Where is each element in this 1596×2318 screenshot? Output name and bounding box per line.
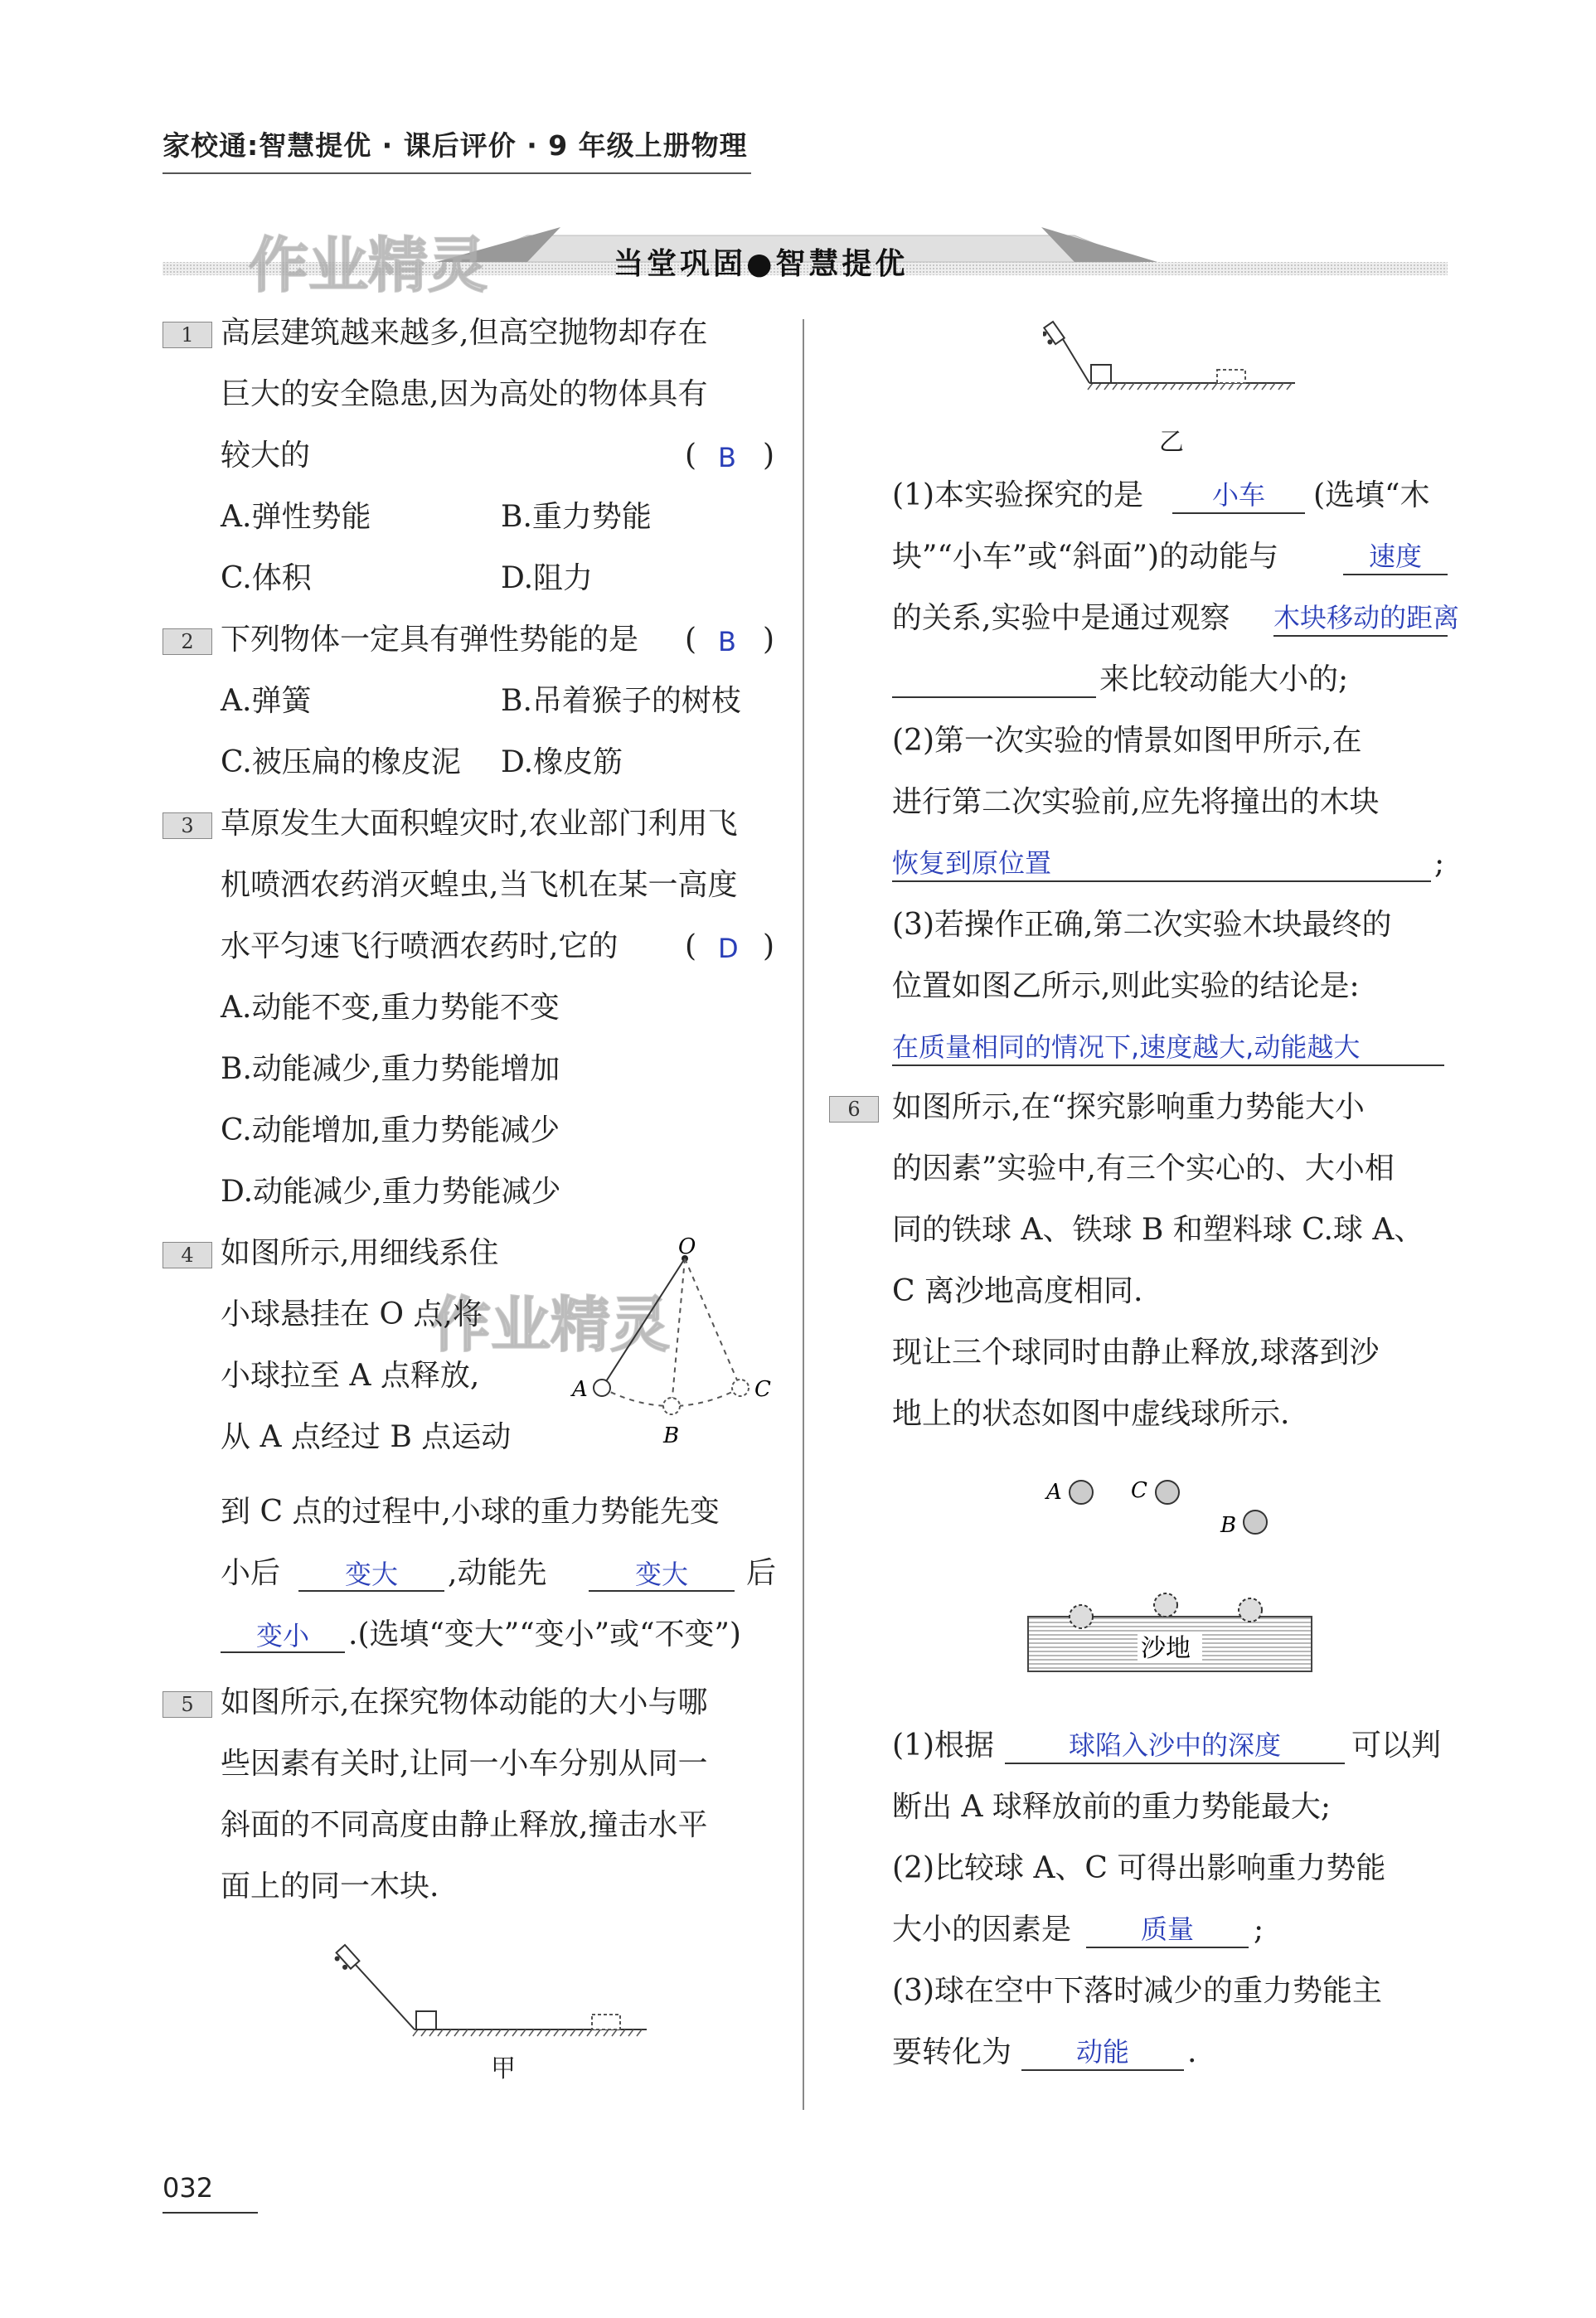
q4-stem-line-5: 到 C 点的过程中,小球的重力势能先变: [221, 1495, 720, 1529]
watermark-text-2: 作业精灵: [431, 1290, 671, 1360]
ramp-figure-yi: [1043, 320, 1300, 395]
cart-on-ramp-yi: [1043, 322, 1065, 347]
q6-stem-line-4: C 离沙地高度相同.: [892, 1274, 1143, 1308]
q6-p1-c: 断出 A 球释放前的重力势能最大;: [892, 1790, 1332, 1824]
q6-p1-blank: [1005, 1763, 1345, 1764]
q3-option-b: B.动能减少,重力势能增加: [221, 1052, 560, 1086]
page-header-title: 家校通:智慧提优 · 课后评价 · 9 年级上册物理: [163, 129, 748, 162]
q1-option-b: B.重力势能: [501, 500, 652, 534]
wood-block-start-yi: [1091, 365, 1111, 383]
q2-bracket-close: ): [763, 623, 775, 657]
q1-bracket-open: (: [685, 439, 697, 473]
q6-stem-line-5: 现让三个球同时由静止释放,球落到沙: [892, 1336, 1380, 1370]
q5-stem-line-3: 斜面的不同高度由静止释放,撞击水平: [221, 1808, 708, 1842]
figure-caption-yi: 乙: [1159, 428, 1184, 457]
pendulum-label-a: A: [572, 1377, 588, 1402]
q6-p2-end: ;: [1254, 1913, 1264, 1947]
column-divider: [803, 319, 804, 2110]
page-number: 032: [163, 2172, 214, 2204]
ball-at-b: [663, 1398, 680, 1414]
q4-stem-line-2: 小球悬挂在 O 点,将: [221, 1297, 483, 1331]
q5-p2-blank: [892, 880, 1431, 882]
q6-p3-a: (3)球在空中下落时减少的重力势能主: [892, 1974, 1382, 2008]
q3-option-d: D.动能减少,重力势能减少: [221, 1175, 561, 1209]
q2-bracket-open: (: [685, 623, 697, 657]
q5-p1-answer-1: 小车: [1211, 479, 1265, 511]
sand-label: 沙地: [1141, 1634, 1191, 1663]
sand-label-b: B: [1220, 1513, 1237, 1538]
ball-at-a: [594, 1380, 610, 1396]
q4-line6-b: ,动能先: [448, 1556, 547, 1590]
q4-line6-c: 后: [746, 1556, 777, 1590]
q5-p1-e: 来比较动能大小的;: [1099, 662, 1349, 696]
q5-p1-d: 的关系,实验中是通过观察: [892, 601, 1230, 635]
q6-p3-end: .: [1187, 2035, 1197, 2069]
wood-block-start: [416, 2011, 436, 2029]
q1-answer: B: [718, 442, 736, 473]
sand-drop-figure: [1025, 1467, 1315, 1675]
sand-label-a: A: [1046, 1480, 1062, 1505]
q6-p1-b: 可以判: [1351, 1729, 1442, 1763]
ball-c-landed: [1154, 1593, 1177, 1617]
q4-answer-1: 变大: [344, 1559, 398, 1590]
q5-p3-blank: [892, 1064, 1444, 1066]
q1-stem-line-2: 巨大的安全隐患,因为高处的物体具有: [221, 377, 708, 411]
question-number-3: 3: [163, 812, 212, 839]
pendulum-label-b: B: [663, 1423, 680, 1448]
q6-p2-answer: 质量: [1140, 1913, 1194, 1945]
q3-answer: D: [718, 933, 739, 964]
q5-stem-line-1: 如图所示,在探究物体动能的大小与哪: [221, 1685, 708, 1719]
q2-option-b: B.吊着猴子的树枝: [501, 684, 741, 718]
q5-p1-a: (1)本实验探究的是: [892, 478, 1143, 512]
q6-p1-a: (1)根据: [892, 1729, 994, 1763]
pendulum-figure: [564, 1235, 788, 1459]
q5-p1-blank-1: [1172, 512, 1305, 514]
q4-line7-tail: .(选填“变大”“变小”或“不变”): [348, 1617, 741, 1651]
q6-stem-line-2: 的因素”实验中,有三个实心的、大小相: [892, 1152, 1395, 1186]
q2-option-d: D.橡皮筋: [501, 745, 623, 779]
question-number-4: 4: [163, 1242, 212, 1268]
ramp-figure-jia: [328, 1938, 652, 2038]
q3-stem-line-2: 机喷洒农药消灭蝗虫,当飞机在某一高度: [221, 868, 738, 902]
sand-label-c: C: [1131, 1478, 1147, 1503]
pendulum-label-o: O: [678, 1235, 696, 1259]
header-rule: [163, 172, 751, 174]
q4-stem-line-3: 小球拉至 A 点释放,: [221, 1359, 480, 1393]
question-number-5: 5: [163, 1691, 212, 1718]
q5-stem-line-4: 面上的同一木块.: [221, 1869, 439, 1903]
ball-at-c: [732, 1380, 749, 1396]
q5-p2-end: ;: [1434, 846, 1445, 880]
page-number-rule: [163, 2212, 258, 2214]
q1-option-d: D.阻力: [501, 561, 594, 595]
q1-bracket-close: ): [763, 439, 775, 473]
q3-stem-line-3: 水平匀速飞行喷洒农药时,它的: [221, 929, 619, 963]
q2-stem: 下列物体一定具有弹性势能的是: [221, 623, 639, 657]
q3-option-c: C.动能增加,重力势能减少: [221, 1113, 560, 1147]
q6-stem-line-6: 地上的状态如图中虚线球所示.: [892, 1397, 1290, 1431]
q6-p3-blank: [1021, 2069, 1184, 2071]
q1-stem-line-1: 高层建筑越来越多,但高空抛物却存在: [221, 316, 708, 350]
q5-p1-b: (选填“木: [1313, 478, 1430, 512]
q6-stem-line-1: 如图所示,在“探究影响重力势能大小: [892, 1090, 1365, 1124]
q6-stem-line-3: 同的铁球 A、铁球 B 和塑料球 C.球 A、: [892, 1213, 1424, 1247]
q3-bracket-close: ): [763, 929, 775, 963]
ball-b: [1244, 1511, 1267, 1534]
q5-p2-line-1: (2)第一次实验的情景如图甲所示,在: [892, 724, 1362, 758]
q6-p3-b: 要转化为: [892, 2035, 1012, 2069]
pendulum-label-c: C: [754, 1377, 771, 1402]
ball-b-landed: [1239, 1598, 1262, 1622]
q5-p3-line-1: (3)若操作正确,第二次实验木块最终的: [892, 908, 1392, 942]
q5-p1-answer-2: 速度: [1368, 541, 1422, 572]
q2-answer: B: [718, 626, 736, 657]
section-banner-title: 当堂巩固●智慧提优: [614, 247, 909, 281]
q6-p2-a: (2)比较球 A、C 可得出影响重力势能: [892, 1851, 1386, 1885]
q5-p3-answer: 在质量相同的情况下,速度越大,动能越大: [892, 1031, 1361, 1063]
q5-p1-blank-3-cont: [892, 696, 1096, 698]
ball-a-landed: [1070, 1605, 1093, 1628]
q4-answer-2: 变大: [634, 1559, 688, 1590]
q4-stem-line-4: 从 A 点经过 B 点运动: [221, 1420, 512, 1454]
q5-p1-c: 块”“小车”或“斜面”)的动能与: [892, 540, 1279, 574]
question-number-1: 1: [163, 322, 212, 348]
q4-line6-a: 小后: [221, 1556, 281, 1590]
question-number-2: 2: [163, 628, 212, 655]
q3-bracket-open: (: [685, 929, 697, 963]
q1-option-a: A.弹性势能: [221, 500, 371, 534]
q5-stem-line-2: 些因素有关时,让同一小车分别从同一: [221, 1747, 708, 1781]
q4-stem-line-1: 如图所示,用细线系住: [221, 1236, 499, 1270]
q6-p2-b: 大小的因素是: [892, 1913, 1072, 1947]
ball-c: [1156, 1481, 1179, 1504]
q5-p1-blank-3: [1273, 635, 1448, 637]
q5-p3-line-2: 位置如图乙所示,则此实验的结论是:: [892, 969, 1360, 1003]
q2-option-c: C.被压扁的橡皮泥: [221, 745, 461, 779]
q4-answer-3: 变小: [255, 1620, 309, 1651]
wood-block-end-yi: [1217, 370, 1245, 383]
q3-option-a: A.动能不变,重力势能不变: [221, 991, 560, 1025]
question-number-6: 6: [829, 1096, 879, 1123]
q5-p1-answer-3: 木块移动的距离: [1273, 602, 1460, 633]
q5-p2-answer: 恢复到原位置: [892, 847, 1052, 879]
watermark-text: 作业精灵: [249, 230, 488, 300]
q5-p2-line-2: 进行第二次实验前,应先将撞出的木块: [892, 785, 1380, 819]
wood-block-end: [592, 2015, 620, 2029]
q5-p1-blank-2: [1343, 574, 1448, 575]
q1-stem-line-3: 较大的: [221, 439, 311, 473]
q2-option-a: A.弹簧: [221, 684, 312, 718]
q6-p2-blank: [1086, 1947, 1249, 1948]
cart-on-ramp: [332, 1945, 359, 1972]
q6-p3-answer: 动能: [1075, 2036, 1129, 2068]
figure-caption-jia: 甲: [491, 2054, 516, 2083]
ball-a: [1070, 1481, 1093, 1504]
q6-p1-answer: 球陷入沙中的深度: [1068, 1729, 1281, 1761]
q1-option-c: C.体积: [221, 561, 312, 595]
q3-stem-line-1: 草原发生大面积蝗灾时,农业部门利用飞: [221, 807, 738, 841]
